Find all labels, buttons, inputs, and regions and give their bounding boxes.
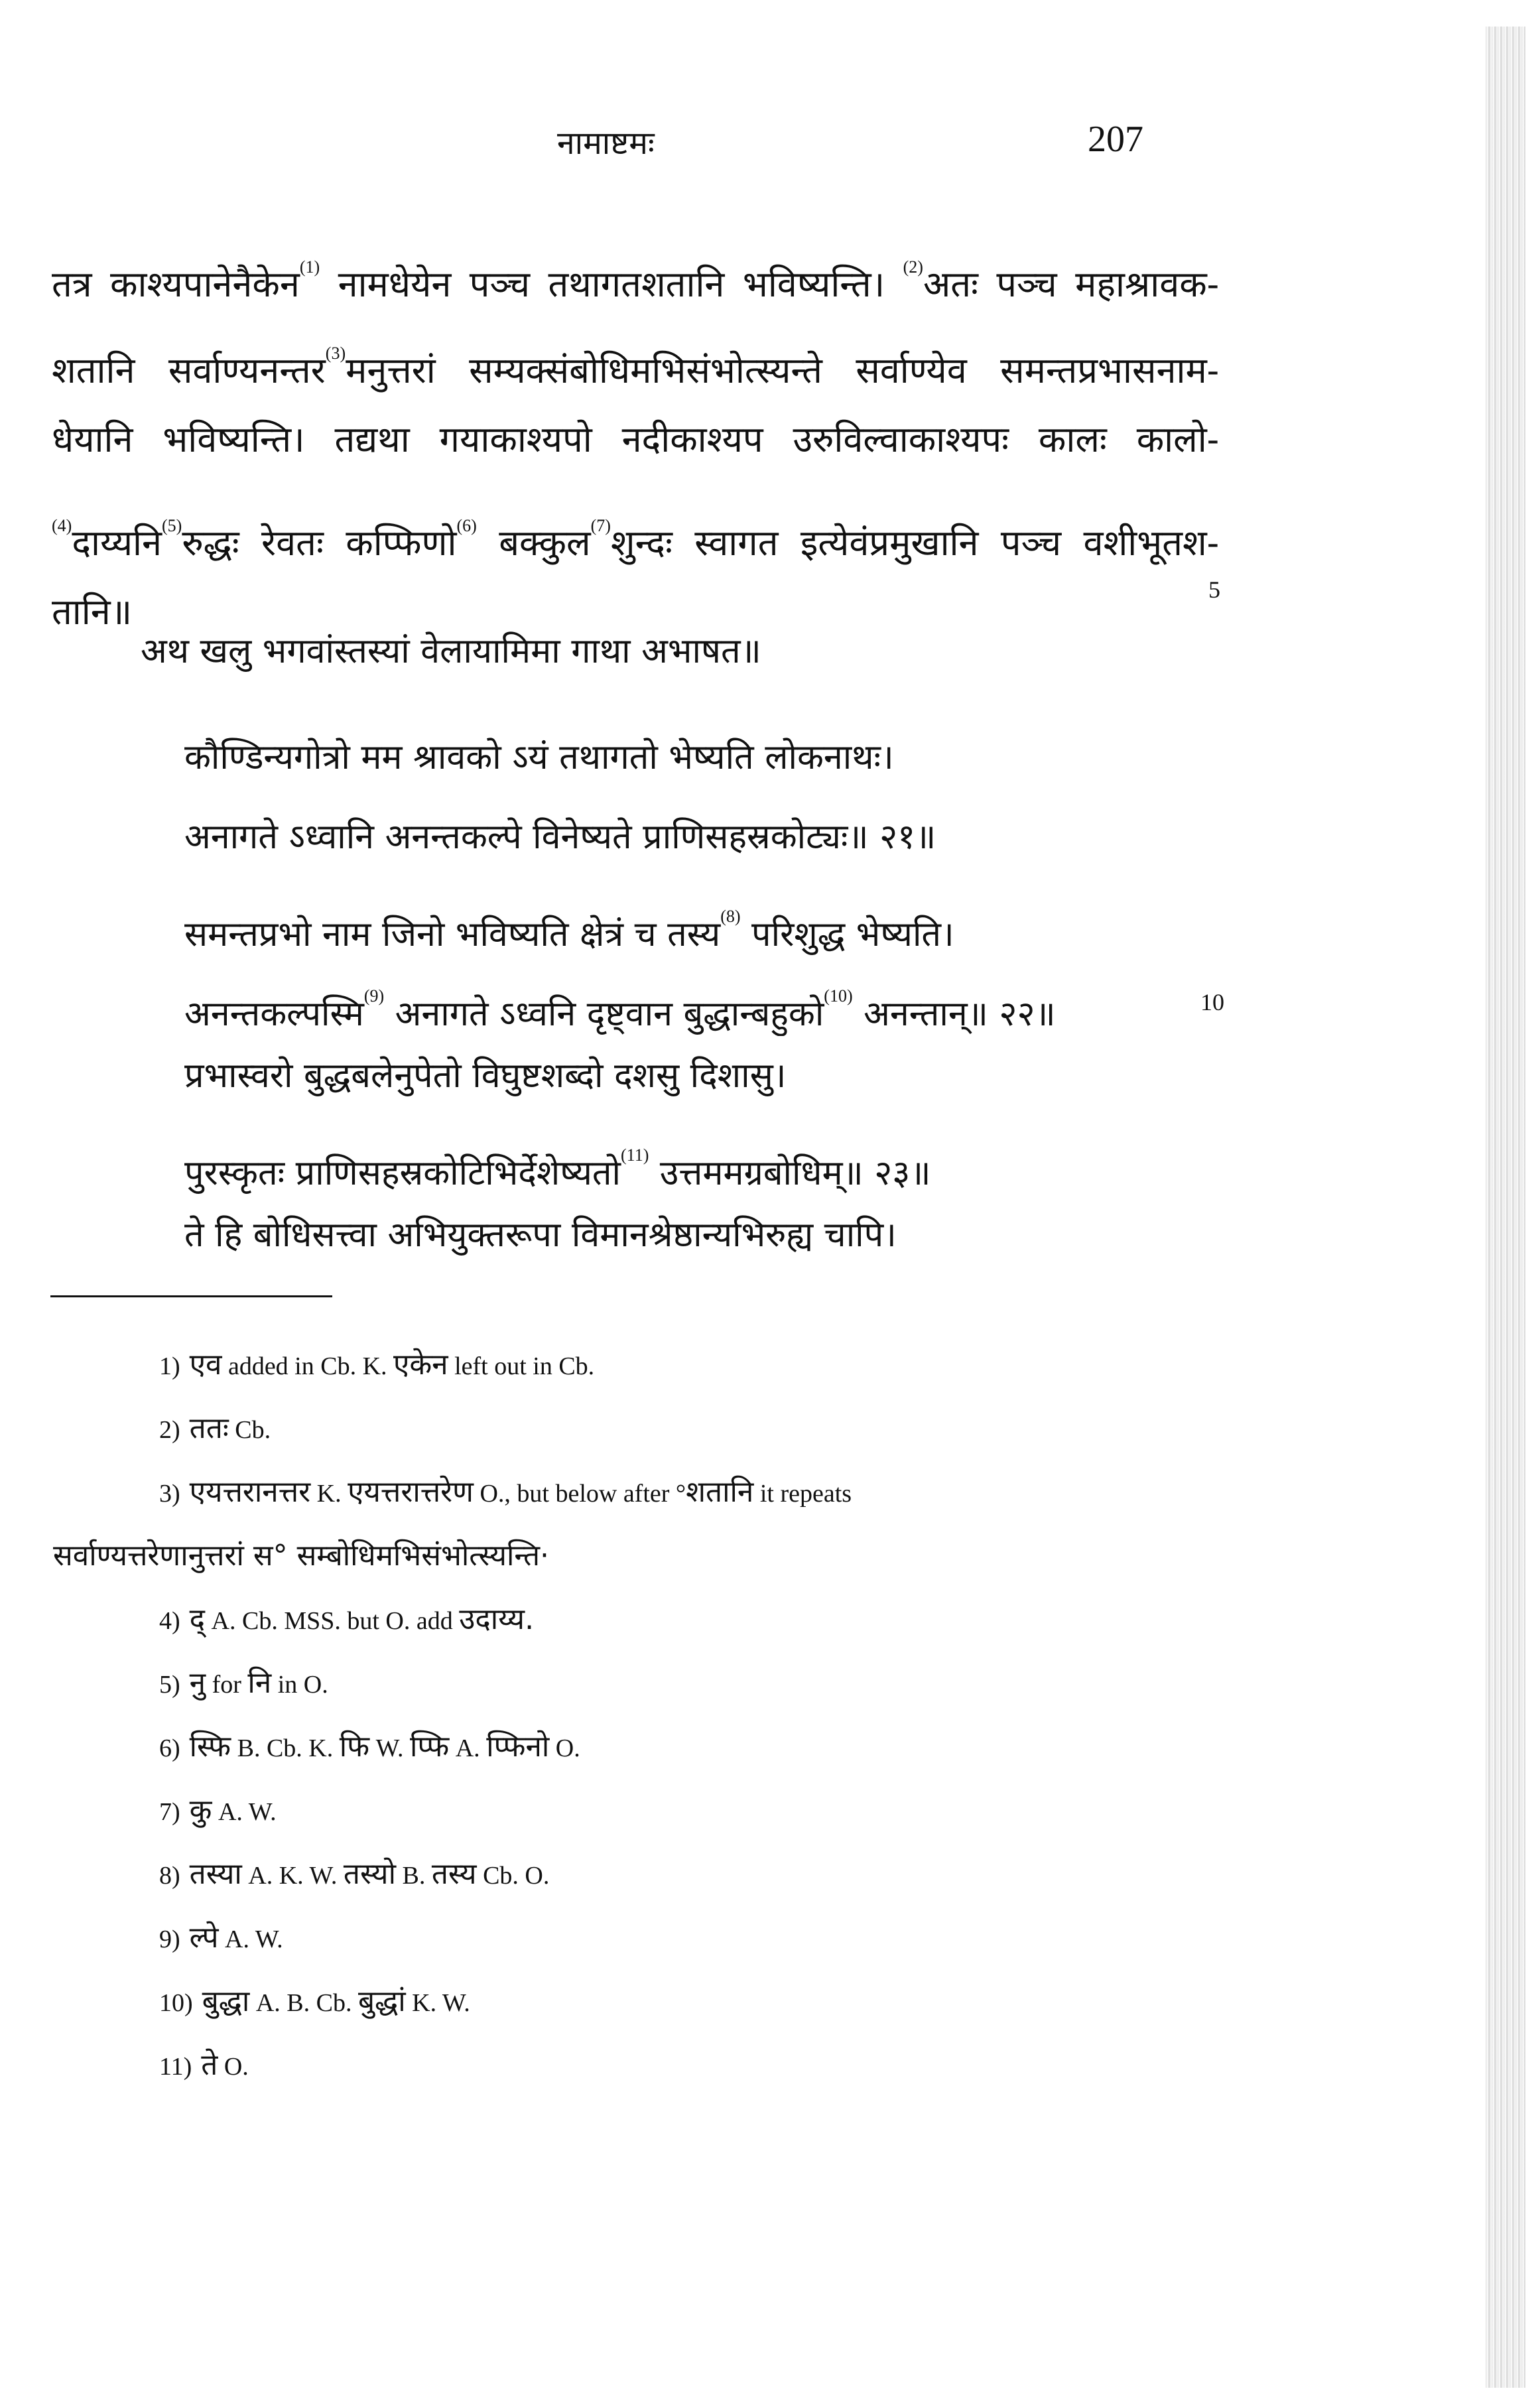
footnote-marker: (3) [325,344,346,363]
footnote-text: स्फि [189,1730,231,1764]
footnote-number: 1) [159,1352,180,1380]
verse-line: समन्तप्रभो नाम जिनो भविष्यति क्षेत्रं च तस्य$^{(8)}$ परिशुद्ध भेष्यति। [184,907,954,954]
footnote-text: K. [310,1480,348,1508]
footnote-number: 4) [159,1607,180,1635]
footnote-text: K. W. [405,1989,470,2017]
footnote-number: 6) [159,1734,180,1762]
prose-line: $^{(4)}$दाय्यनि$^{(5)}$रुद्धः रेवतः कप्फिणो$^{(6)}$ बक्कुल$^{(7)}$शुन्दः स्वागत इत्येवंप्रमुखानि पञ्च वशीभूतश- [52,516,1219,564]
footnote [53,1524,1227,1588]
footnote-separator-rule [50,1295,332,1297]
verse-line: अनन्तकल्पस्मि$^{(9)}$ अनागते ऽध्वनि दृष्ट्वान बुद्धान्बहुको$^{(10)}$ अनन्तान्॥ २२॥ [184,986,1056,1034]
footnote-marker: (11) [621,1145,649,1165]
prose-line: तानि॥ [52,591,133,633]
footnote-text: B. Cb. K. [231,1734,340,1762]
footnote-text: in O. [271,1671,328,1699]
footnote-text: शतानि [686,1475,754,1509]
footnote-marker: (10) [824,986,853,1006]
footnote-text: बुद्धा [202,1984,250,2018]
footnote [53,1397,1227,1460]
footnote-text: सर्वाण्यत्तरेणानुत्तरां स° सम्बोधिमभिसंभोत्स्यन्ति· [53,1539,550,1573]
footnote-text: Cb. O. [476,1862,550,1890]
footnote-text: एव [189,1348,222,1382]
footnote-number: 10) [159,1989,193,2017]
footnote [53,1970,1227,2034]
footnote-text: W. [369,1734,410,1762]
footnote-text: उदाय्य. [459,1602,535,1636]
footnote [53,1843,1227,1906]
footnote-text: A. W. [212,1798,277,1826]
footnote [53,1715,1227,1779]
footnote-text: फि [339,1730,370,1764]
footnote-marker: (1) [299,257,320,277]
footnote-text: द् [189,1602,206,1636]
footnote-text: तस्य [431,1857,477,1891]
footnote [53,2034,1227,2097]
footnote [53,1652,1227,1715]
verse-line: प्रभास्वरो बुद्धबलेनुपेतो विघुष्टशब्दो दशसु दिशासु। [184,1056,787,1096]
footnote-text: ल्पे [189,1921,219,1955]
running-title: नामाष्टमः [557,125,655,162]
footnote-text: for [206,1671,248,1699]
footnote-text: एयत्तरानत्तर [189,1475,311,1509]
footnote-text: A. W. [218,1925,283,1953]
footnote [53,1460,1227,1524]
footnote-text: नु [189,1666,206,1700]
footnote-number: 8) [159,1862,180,1890]
footnote-text: A. K. W. [241,1862,344,1890]
footnote-text: ते [201,2048,218,2082]
footnote-marker: (6) [456,516,477,535]
footnote [53,1333,1227,1397]
verse-line: ते हि बोधिसत्त्वा अभियुक्तरूपा विमानश्रेष्ठान्यभिरुह्य चापि। [184,1215,897,1255]
footnote-text: left out in Cb. [448,1352,595,1380]
footnote-number: 5) [159,1671,180,1699]
footnote-marker: (8) [720,907,741,926]
footnote-text: एकेन [393,1348,448,1382]
footnote-text: it repeats [753,1480,852,1508]
footnotes-block [53,1333,1227,2097]
footnote-text: तस्या [189,1857,242,1891]
verse-line: कौण्डिन्यगोत्रो मम श्रावको ऽयं तथागतो भेष्यति लोकनाथः। [184,738,894,777]
footnote-text: बुद्धां [357,1984,406,2018]
footnote-text: O., but below after ° [473,1480,686,1508]
prose-block [52,224,1219,655]
footnote-number: 7) [159,1798,180,1826]
footnote-text: प्फिनो [486,1730,550,1764]
footnote-marker: (7) [590,516,611,535]
footnote-text: Cb. [228,1416,271,1444]
prose-line: तत्र काश्यपानेनैकेन$^{(1)}$ नामधेयेन पञ्च तथागतशतानि भविष्यन्ति। $^{(2)}$अतः पञ्च महाश्रावक- [52,257,1219,305]
footnote-number: 9) [159,1925,180,1953]
verse-line: अनागते ऽध्वानि अनन्तकल्पे विनेष्यते प्राणिसहस्रकोट्यः॥ २१॥ [184,817,936,857]
footnote-marker: (2) [903,257,923,277]
footnote-text: कु [189,1793,212,1827]
footnote-marker: (4) [52,516,72,535]
footnote-text: added in Cb. K. [222,1352,394,1380]
verse-intro: अथ खलु भगवांस्तस्यां वेलायामिमा गाथा अभाषत॥ [141,631,761,671]
footnote-text: A. [449,1734,487,1762]
footnote-number: 11) [159,2053,192,2081]
footnote [53,1779,1227,1843]
prose-line: शतानि सर्वाण्यनन्तर$^{(3)}$मनुत्तरां सम्यक्संबोधिमभिसंभोत्स्यन्ते सर्वाण्येव समन्तप्रभासनाम- [52,344,1219,391]
footnote-text: B. [395,1862,432,1890]
line-number-marker: 10 [1200,989,1224,1015]
footnote-text: तस्यो [343,1857,396,1891]
footnote-text: A. Cb. MSS. but O. add [205,1607,460,1635]
prose-line: धेयानि भविष्यन्ति। तद्यथा गयाकाश्यपो नदीकाश्यप उरुविल्वाकाश्यपः कालः कालो- [52,419,1219,460]
footnote [53,1906,1227,1970]
footnote-marker: (5) [161,516,182,535]
page-number: 207 [1088,119,1143,160]
footnote-number: 3) [159,1480,180,1508]
footnote-text: O. [218,2053,249,2081]
footnote-text: O. [549,1734,580,1762]
footnote-number: 2) [159,1416,180,1444]
footnote-text: एयत्तरात्तरेण [348,1475,474,1509]
verse-block [184,718,1219,1275]
footnote-marker: (9) [363,986,385,1006]
line-number-marker: 5 [1208,576,1220,603]
footnote-text: नि [247,1666,272,1700]
footnote-text: ततः [189,1411,229,1445]
verse-line: पुरस्कृतः प्राणिसहस्रकोटिभिर्देशेष्यतो$^{(11)}$ उत्तममग्रबोधिम्॥ २३॥ [184,1145,931,1193]
footnote-text: प्फि [409,1730,450,1764]
footnote-text: A. B. Cb. [249,1989,358,2017]
footnote [53,1588,1227,1652]
scan-edge-decoration [1486,27,1525,2388]
